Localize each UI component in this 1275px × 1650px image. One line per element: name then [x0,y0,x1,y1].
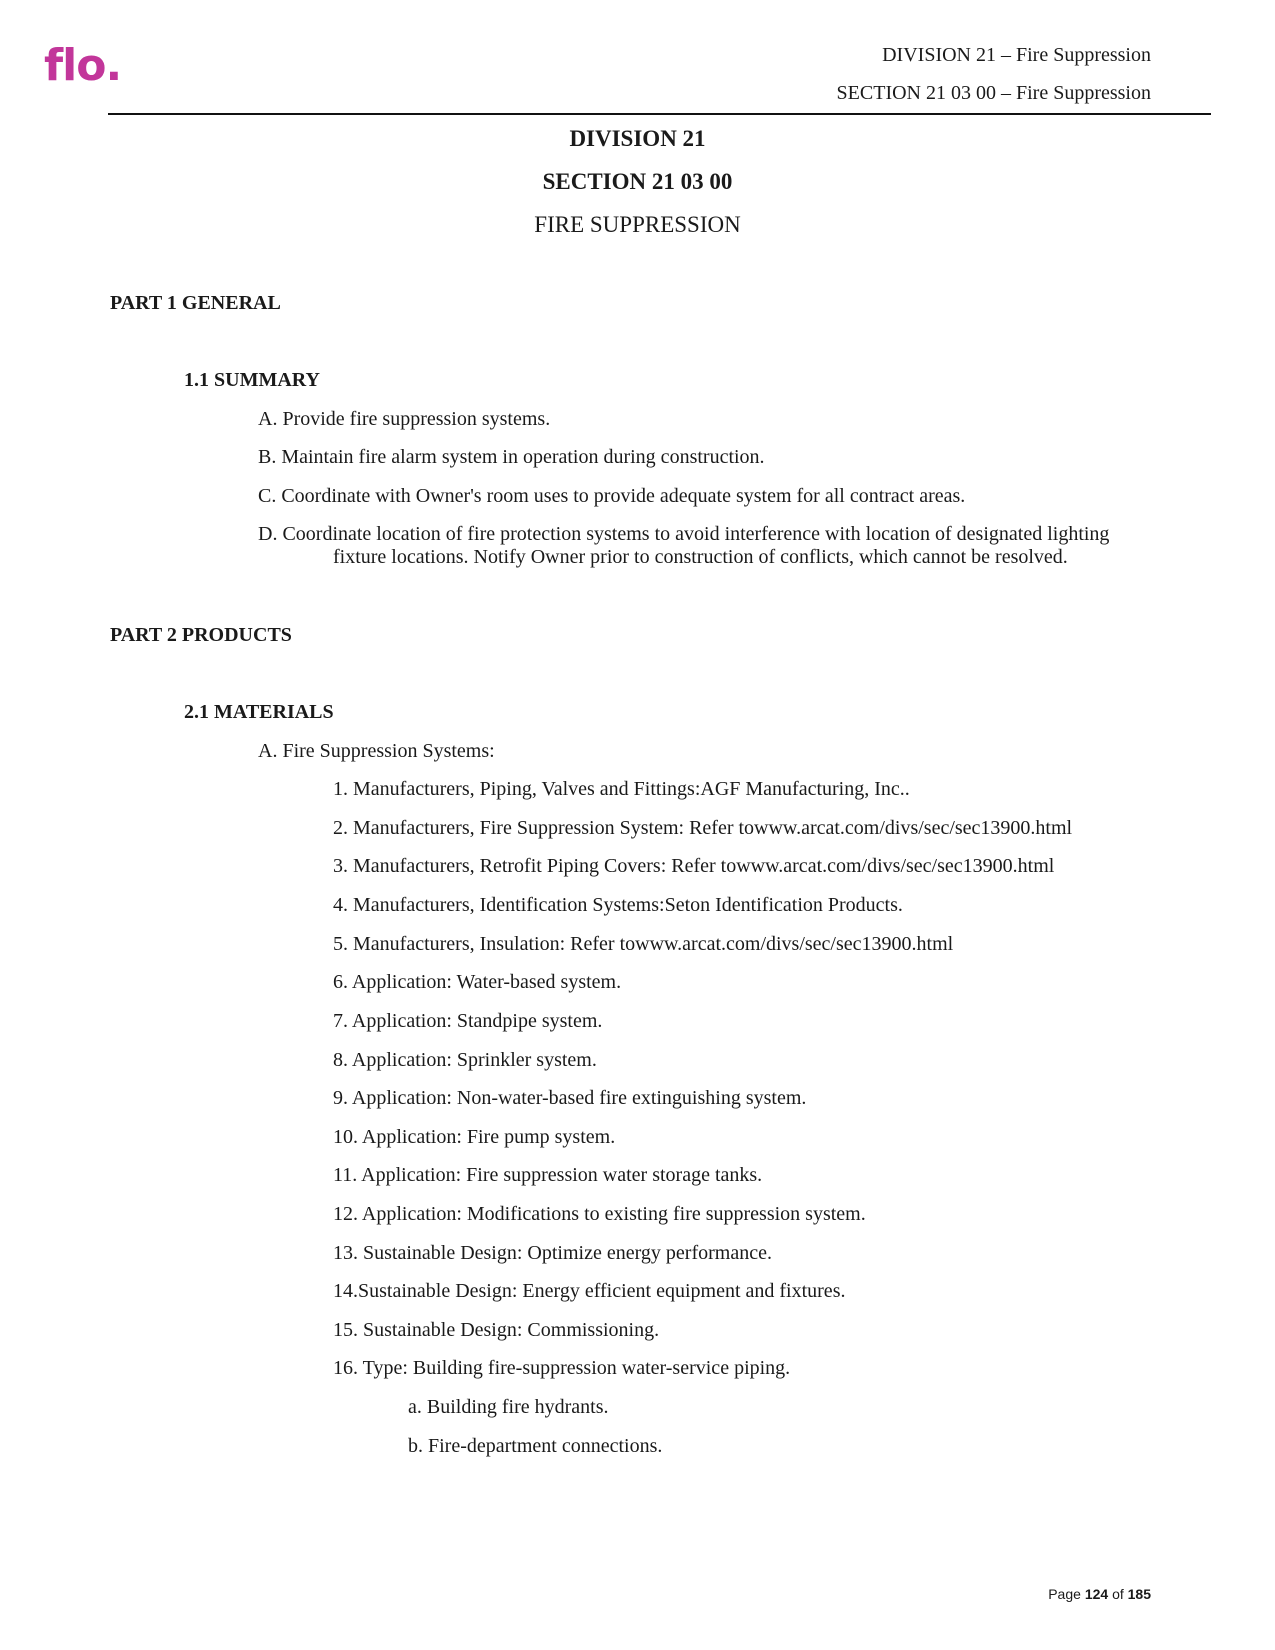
list-item: 13. Sustainable Design: Optimize energy performance. [333,1242,772,1264]
flo-logo: flo. [44,40,122,91]
list-item: 6. Application: Water-based system. [333,971,622,993]
part2-subheading: 2.1 MATERIALS [184,701,334,723]
title-section: SECTION 21 03 00 [542,169,733,194]
sublist-item: a. Building fire hydrants. [408,1396,609,1418]
list-item: 9. Application: Non-water-based fire extinguishing system. [333,1087,807,1109]
header-section: SECTION 21 03 00 – Fire Suppression [836,82,1151,104]
header-rule [108,113,1211,115]
list-item: 7. Application: Standpipe system. [333,1010,603,1032]
part2-item-a: A. Fire Suppression Systems: [258,740,495,762]
list-item: 5. Manufacturers, Insulation: Refer towww.arcat.com/divs/sec/sec13900.html [333,933,954,955]
part1-item-d: D. Coordinate location of fire protection systems to avoid interference with location of designated lighting [258,523,1110,545]
list-item: 12. Application: Modifications to existing fire suppression system. [333,1203,866,1225]
list-item: 15. Sustainable Design: Commissioning. [333,1319,660,1341]
page-number: 124 [1084,1586,1109,1602]
list-item: 4. Manufacturers, Identification Systems:Seton Identification Products. [333,894,903,916]
part1-subheading: 1.1 SUMMARY [184,369,320,391]
page-footer [1048,1586,1151,1602]
of-label: of [1112,1586,1124,1602]
total-pages: 185 [1127,1586,1151,1602]
list-item: 1. Manufacturers, Piping, Valves and Fittings:AGF Manufacturing, Inc.. [333,778,910,800]
part1-item-c: C. Coordinate with Owner's room uses to provide adequate system for all contract areas. [258,485,966,507]
part1-heading: PART 1 GENERAL [110,292,281,314]
sublist-item: b. Fire-department connections. [408,1435,663,1457]
title-division: DIVISION 21 [569,126,706,151]
part1-item-a: A. Provide fire suppression systems. [258,408,551,430]
part1-item-d-cont: fixture locations. Notify Owner prior to construction of conflicts, which cannot be resolved. [333,546,1068,568]
list-item: 2. Manufacturers, Fire Suppression System: Refer towww.arcat.com/divs/sec/sec13900.html [333,817,1073,839]
list-item: 10. Application: Fire pump system. [333,1126,616,1148]
list-item: 8. Application: Sprinkler system. [333,1049,597,1071]
page-label: Page [1048,1586,1081,1602]
list-item: 11. Application: Fire suppression water storage tanks. [333,1164,763,1186]
header-division: DIVISION 21 – Fire Suppression [882,44,1151,66]
list-item: 3. Manufacturers, Retrofit Piping Covers: Refer towww.arcat.com/divs/sec/sec13900.html [333,855,1055,877]
list-item: 14.Sustainable Design: Energy efficient equipment and fixtures. [333,1280,846,1302]
part2-heading: PART 2 PRODUCTS [110,624,292,646]
title-name: FIRE SUPPRESSION [534,212,741,237]
list-item: 16. Type: Building fire-suppression water-service piping. [333,1357,791,1379]
part1-item-b: B. Maintain fire alarm system in operation during construction. [258,446,765,468]
